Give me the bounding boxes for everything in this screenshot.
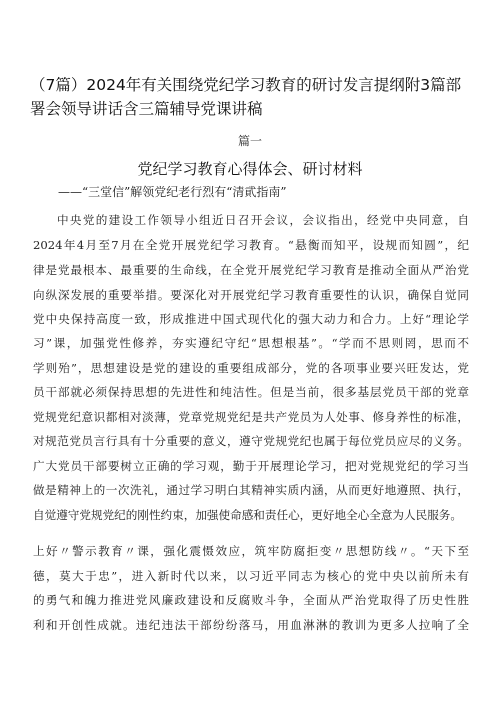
body-line: 德，莫大于忠”，进入新时代以来，以习近平同志为核心的党中央以前所未有 <box>33 569 469 583</box>
body-line: 中央党的建设工作领导小组近日召开会议，会议指出，经党中央同意，自 <box>57 213 469 227</box>
body-line: 学则殆”，思想建设是党的建设的重要组成部分，党的各项事业要兴旺发达，党 <box>33 361 469 375</box>
body-line: 的勇气和魄力推进党风廉政建设和反腐败斗争，全面从严治党取得了历史性胜 <box>33 593 469 607</box>
body-line: 2024年4月至7月在全党开展党纪学习教育。“悬衡而知平，设规而知圆”，纪 <box>33 238 469 252</box>
body-line: 习”课，加强党性修养，夯实遵纪守纪“思想根基”。“学而不思则罔，思而不 <box>33 336 469 350</box>
article-title: 党纪学习教育心得体会、研讨材料 <box>137 160 363 178</box>
body-line: 党中央保持高度一致，形成推进中国式现代化的强大动力和合力。上好“理论学 <box>33 312 469 326</box>
article-subtitle: ——“三堂信”解领党纪老行烈有“清貮指南” <box>58 185 287 199</box>
section-label: 篇一 <box>237 134 262 148</box>
document-title: （7篇）2024年有关围绕党纪学习教育的研讨发言提纲附3篇部署会领导讲话含三篇辅导党课讲稿 <box>30 76 462 118</box>
body-line: 员干部就必须保持思想的先进性和纯洁性。但是当前，很多基层党员干部的党章 <box>33 385 469 399</box>
body-line: 律是党最根本、最重要的生命线，在全党开展党纪学习教育是推动全面从严治党 <box>33 263 469 277</box>
body-line: 党规党纪意识都相对淡薄，党章党规党纪是共产党员为人处事、修身养性的标准， <box>33 410 469 424</box>
body-line: 做是精神上的一次洗礼，通过学习明白其精神实质内涵，从而更好地遵照、执行， <box>33 483 469 497</box>
body-line: 自觉遵守党规党纪的刚性约束，加强使命感和责任心，更好地全心全意为人民服务。 <box>33 508 462 522</box>
body-line: 利和开创性成就。违纪违法干部纷纷落马，用血淋淋的教训为更多人拉响了全 <box>33 618 469 632</box>
body-line: 上好〃警示教育〃课，强化震慑效应，筑牢防腐拒变〃思想防线〃。“天下至 <box>33 544 469 558</box>
body-line: 广大党员干部要树立正确的学习观，勤于开展理论学习，把对党规党纪的学习当 <box>33 459 469 473</box>
body-line: 向纵深发展的重要举措。要深化对开展党纪学习教育重要性的认识，确保自觉同 <box>33 288 469 302</box>
body-line: 对规范党员言行具有十分重要的意义，遵守党规党纪也属于每位党员应尽的义务。 <box>33 434 469 448</box>
